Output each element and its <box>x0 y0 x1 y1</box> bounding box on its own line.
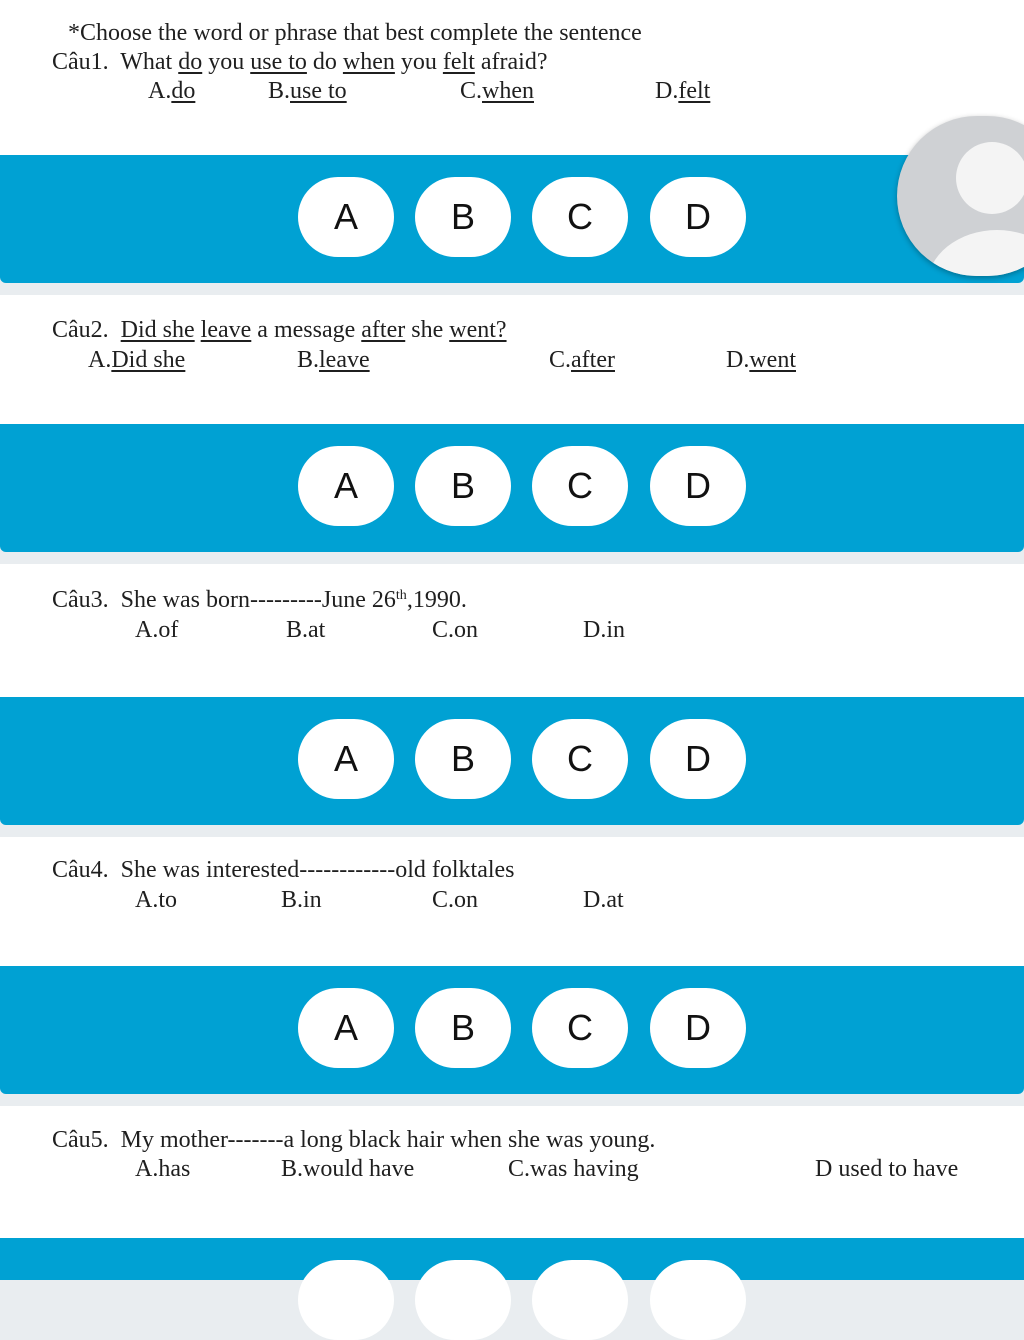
question-label: Câu1. <box>52 49 109 75</box>
answer-button-a[interactable]: A <box>298 988 394 1068</box>
answer-button-b[interactable]: B <box>415 446 511 526</box>
answer-button-c[interactable]: C <box>532 177 628 257</box>
option-d: D.went <box>726 347 796 373</box>
answer-button-d[interactable]: D <box>650 988 746 1068</box>
option-c: C.on <box>432 617 479 643</box>
option-b: B.use to <box>268 78 347 104</box>
answer-button-c[interactable]: C <box>532 988 628 1068</box>
option-a: A.to <box>135 887 177 913</box>
option-c: C.on <box>432 887 479 913</box>
answer-button-d[interactable]: D <box>650 177 746 257</box>
option-c: C.after <box>549 347 615 373</box>
answer-bar-2 <box>0 424 1024 552</box>
answer-button-b[interactable]: B <box>415 988 511 1068</box>
option-b: B.would have <box>281 1156 415 1182</box>
option-a: A.of <box>135 617 179 643</box>
option-c: C.when <box>460 78 534 104</box>
option-b: B.in <box>281 887 322 913</box>
option-b: B.at <box>286 617 326 643</box>
answer-bar-1 <box>0 155 1024 283</box>
option-c: C.was having <box>508 1156 639 1182</box>
question-4-text: Câu4. She was interested------------old folktales <box>52 857 515 883</box>
question-5-text: Câu5. My mother-------a long black hair when she was young. <box>52 1127 656 1153</box>
option-a: A.Did she <box>88 347 186 373</box>
option-d: D used to have <box>815 1156 959 1182</box>
question-1-text: Câu1. What do you use to do when you felt afraid? <box>52 49 548 75</box>
option-d: D.in <box>583 617 625 643</box>
answer-button-a[interactable]: A <box>298 446 394 526</box>
question-2-text: Câu2. Did she leave a message after she went? <box>52 317 507 343</box>
answer-button-c[interactable]: C <box>532 719 628 799</box>
option-d: D.felt <box>655 78 711 104</box>
answer-button-c[interactable] <box>532 1260 628 1340</box>
answer-button-a[interactable]: A <box>298 719 394 799</box>
answer-button-d[interactable]: D <box>650 719 746 799</box>
answer-button-a[interactable] <box>298 1260 394 1340</box>
answer-button-c[interactable]: C <box>532 446 628 526</box>
option-a: A.do <box>148 78 196 104</box>
option-d: D.at <box>583 887 624 913</box>
answer-button-d[interactable]: D <box>650 446 746 526</box>
answer-button-a[interactable]: A <box>298 177 394 257</box>
answer-button-b[interactable]: B <box>415 177 511 257</box>
answer-bar-5 <box>0 1238 1024 1280</box>
answer-button-d[interactable] <box>650 1260 746 1340</box>
option-b: B.leave <box>297 347 370 373</box>
instruction-text: *Choose the word or phrase that best complete the sentence <box>68 20 642 46</box>
answer-button-b[interactable] <box>415 1260 511 1340</box>
answer-button-b[interactable]: B <box>415 719 511 799</box>
question-3-text: Câu3. She was born---------June 26th,1990. <box>52 587 467 613</box>
answer-bar-3 <box>0 697 1024 825</box>
option-a: A.has <box>135 1156 191 1182</box>
answer-bar-4 <box>0 966 1024 1094</box>
